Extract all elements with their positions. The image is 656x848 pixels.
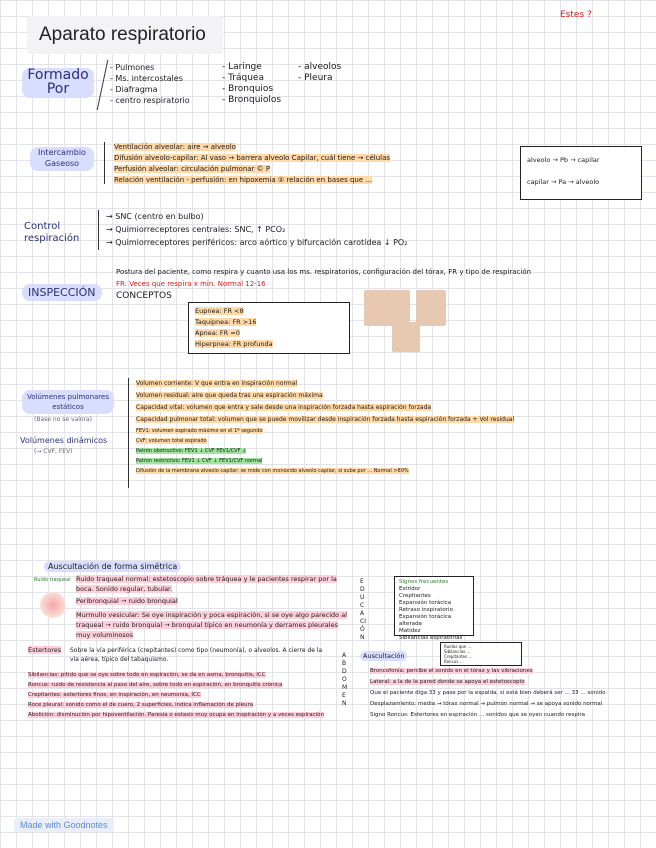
intercambio-line: Difusión alveolo-capilar: Al vaso → barrera alveolo Capilar, cuál tiene → células bbox=[114, 154, 391, 162]
auscultacion-line: Peribronquial → ruido bronquial bbox=[76, 597, 178, 605]
inspeccion-label: INSPECCIÓN bbox=[22, 284, 102, 301]
volumen-line: Patrón restrictivo: FEV1 ↓ CVF ↓ FEV1/CVF normal bbox=[136, 458, 263, 464]
signos-item: Expansión torácica alterada bbox=[399, 614, 452, 627]
auscultacion2-line: Desplazamiento: media → tórax normal → pulmón normal → se apoya sonido normal bbox=[370, 701, 603, 707]
inspeccion-lines bbox=[116, 266, 531, 302]
formado-col1 bbox=[110, 62, 190, 106]
estertores-text: Sobre la vía periférica (crepitantes) como tipo (neumonía), o alveolos. A cierre de la vía aérea, típico del tabaquismo. bbox=[70, 647, 323, 663]
auscultacion2-line: Broncofonía: percibe el sonido en el tórax y las vibraciones bbox=[370, 668, 533, 674]
control-bracket bbox=[98, 210, 99, 250]
inspeccion-line: FR: Veces que respira x min. Normal 12-16 bbox=[116, 280, 266, 288]
note-item: Sibilancias ... bbox=[444, 649, 471, 654]
note-item: Ruidos que ... bbox=[444, 644, 472, 649]
ruido-traqueal-label: Ruido traqueal bbox=[34, 577, 71, 583]
auscultacion-lines bbox=[76, 574, 350, 640]
inspeccion-line: CONCEPTOS bbox=[116, 291, 172, 301]
volumen-line: Capacidad vital: volumen que entra y sale desde una inspiración forzada hasta espiración forzada bbox=[136, 404, 432, 411]
torso-illustration bbox=[364, 290, 410, 326]
formado-item: - Pleura bbox=[298, 73, 333, 83]
estertores-label: Estertores bbox=[28, 646, 62, 654]
formado-col2 bbox=[222, 62, 281, 106]
torso-illustration bbox=[392, 322, 420, 352]
volumenes-dynamic-note: (→ CVF, FEV) bbox=[34, 448, 73, 455]
intercambio-label: Intercambio Gaseoso bbox=[30, 147, 94, 171]
auscultacion2-line: Que el paciente diga 33 y pase por la espalda, si está bien deberá ser ... 33 ... sonido bbox=[370, 690, 606, 696]
auscultacion-line: Murmullo vesicular: Se oye inspiración y poca espiración, si se oye algo parecido al traqueal → ruido bronquial → bronquial típico en neumonía y derrames pleurales muy voluminosos bbox=[76, 611, 348, 639]
volumen-line: Patrón obstructivo: FEV1 ↓ CVF FEV1/CVF ↓ bbox=[136, 448, 247, 454]
formado-item: - Ms. intercostales bbox=[110, 74, 183, 83]
intercambio-line: Ventilación alveolar: aire → alveolo bbox=[114, 143, 236, 151]
signos-box-title: Signos frecuentes bbox=[399, 579, 449, 585]
control-line: → SNC (centro en bulbo) bbox=[106, 212, 204, 221]
concept-item: Taquipnea: FR >16 bbox=[195, 318, 257, 326]
formado-item: - Pulmones bbox=[110, 63, 155, 72]
formado-col3 bbox=[298, 62, 341, 84]
signos-item: Expansión torácica bbox=[399, 600, 452, 606]
lungs-illustration bbox=[40, 592, 66, 618]
auscultacion-more-line: Abolición: disminución por hipoventilación. Paresia o estasis muy ocupa en inspiración y a veces espiración bbox=[28, 712, 325, 718]
formado-label: Formado Por bbox=[22, 68, 94, 98]
intercambio-box-line: capilar → Pa → alveolo bbox=[527, 178, 600, 186]
concept-item: Hiperpnea: FR profunda bbox=[195, 340, 273, 348]
auscultacion2-line: Signo Roncus: Estertores en espiración ... sonidos que se oyen cuando respira bbox=[370, 712, 586, 718]
formado-item: - Tráquea bbox=[222, 73, 264, 83]
signos-item: Matidez bbox=[399, 628, 421, 634]
inspeccion-line: Postura del paciente, como respira y cuanto usa los ms. respiratorios, configuración del tórax, FR y tipo de respiración bbox=[116, 268, 532, 276]
control-line: → Quimiorreceptores periféricos: arco aórtico y bifurcación carotídea ↓ PO₂ bbox=[106, 238, 408, 247]
intercambio-box bbox=[520, 146, 642, 200]
concepts-box bbox=[188, 302, 350, 354]
auscultacion-header: Auscultación de forma simétrica bbox=[44, 562, 181, 571]
concept-item: Apnea: FR =0 bbox=[195, 329, 240, 337]
corner-note: Estes ? bbox=[560, 10, 592, 20]
volumen-line: Capacidad pulmonar total: volumen que se puede movilizar desde inspiración forzada hasta espiración forzada + Vol residual bbox=[136, 416, 515, 423]
vertical-label-abdomen: ABDOMEN bbox=[342, 652, 348, 707]
control-label: Control respiración bbox=[24, 221, 80, 244]
volumen-line: FEV1: volumen espirado máximo en el 1º segundo bbox=[136, 428, 263, 434]
formado-bracket bbox=[97, 60, 109, 110]
signos-item: Retraso inspiratorio bbox=[399, 607, 453, 613]
note-item: Crepitantes ... bbox=[444, 654, 473, 659]
control-lines bbox=[106, 210, 407, 249]
goodnotes-badge: Made with Goodnotes bbox=[14, 818, 114, 832]
volumenes-dynamic-label: Volúmenes dinámicos bbox=[20, 436, 108, 445]
formado-item: - alveolos bbox=[298, 62, 342, 72]
auscultacion-more-line: Crepitantes: estertores finos, en inspiración, en neumonía, ICC bbox=[28, 692, 201, 698]
vertical-label-educacion: EDUCACIÓN bbox=[360, 578, 366, 641]
concept-item: Eupnea: FR <8 bbox=[195, 307, 244, 315]
signos-item: Estridor bbox=[399, 586, 421, 592]
torso-illustration bbox=[416, 290, 446, 326]
auscultacion-more bbox=[28, 670, 328, 720]
volumenes-static-label: Volúmenes pulmonares estáticos bbox=[22, 390, 114, 414]
intercambio-line: Relación ventilación - perfusión: en hipoxemia ② relación en bases que ... bbox=[114, 176, 373, 184]
volumenes-static-note: (Base no se valora) bbox=[34, 416, 93, 423]
signos-item: Sibilancias espiratorias bbox=[399, 635, 463, 641]
signos-item: Crepitantes bbox=[399, 593, 431, 599]
intercambio-line: Perfusión alveolar: circulación pulmonar © P bbox=[114, 165, 271, 173]
note-item: Roncus ... bbox=[444, 659, 464, 664]
formado-item: - Bronquios bbox=[222, 84, 274, 94]
auscultacion-more-line: Roce pleural: sonido como el de cuero, 2 superficies, indica inflamación de pleura bbox=[28, 702, 254, 708]
formado-item: - centro respiratorio bbox=[110, 96, 190, 105]
signos-box bbox=[394, 576, 474, 641]
auscultacion2-line: Lateral: a la de la pared donde se apoya el estetoscopio bbox=[370, 679, 525, 685]
formado-item: - Laringe bbox=[222, 62, 262, 72]
page-title: Aparato respiratorio bbox=[27, 16, 223, 54]
formado-item: - Bronquiolos bbox=[222, 95, 282, 105]
auscultacion2-lines bbox=[370, 666, 640, 721]
intercambio-box-line: alveolo → Pb → capilar bbox=[527, 156, 600, 164]
auscultacion2-note-box bbox=[440, 642, 522, 666]
volumen-line: Volumen residual: aire que queda tras una espiración máxima bbox=[136, 392, 323, 399]
intercambio-bracket bbox=[104, 142, 105, 184]
volumen-line: Volumen corriente: V que entra en inspiración normal bbox=[136, 380, 298, 387]
volumenes-bracket bbox=[128, 378, 129, 488]
control-line: → Quimiorreceptores centrales: SNC, ↑ PCO₂ bbox=[106, 225, 286, 234]
formado-item: - Diafragma bbox=[110, 85, 158, 94]
auscultacion-line: Ruido traqueal normal: estetoscopio sobre tráquea y le pacientes respirar por la boca. Sonido regular, tubular. bbox=[76, 575, 337, 593]
volumen-line: Difusión de la membrana alveolo capilar: se mide con monóxido alveolo capilar, si sube por ... Normal >80% bbox=[136, 468, 409, 474]
intercambio-lines bbox=[114, 142, 514, 186]
volumen-line: CVF: volumen total espirado bbox=[136, 438, 207, 444]
auscultacion-more-line: Sibilancias: pitido que se oye sobre todo en espiración, se da en asma, bronquitis, ICC bbox=[28, 672, 266, 678]
volumenes-lines bbox=[136, 378, 514, 476]
auscultacion-more-line: Roncus: ruido de resistencia al paso del aire, sobre todo en espiración, en bronquitis crónica bbox=[28, 682, 283, 688]
auscultacion2-label: Auscultación bbox=[360, 652, 407, 660]
